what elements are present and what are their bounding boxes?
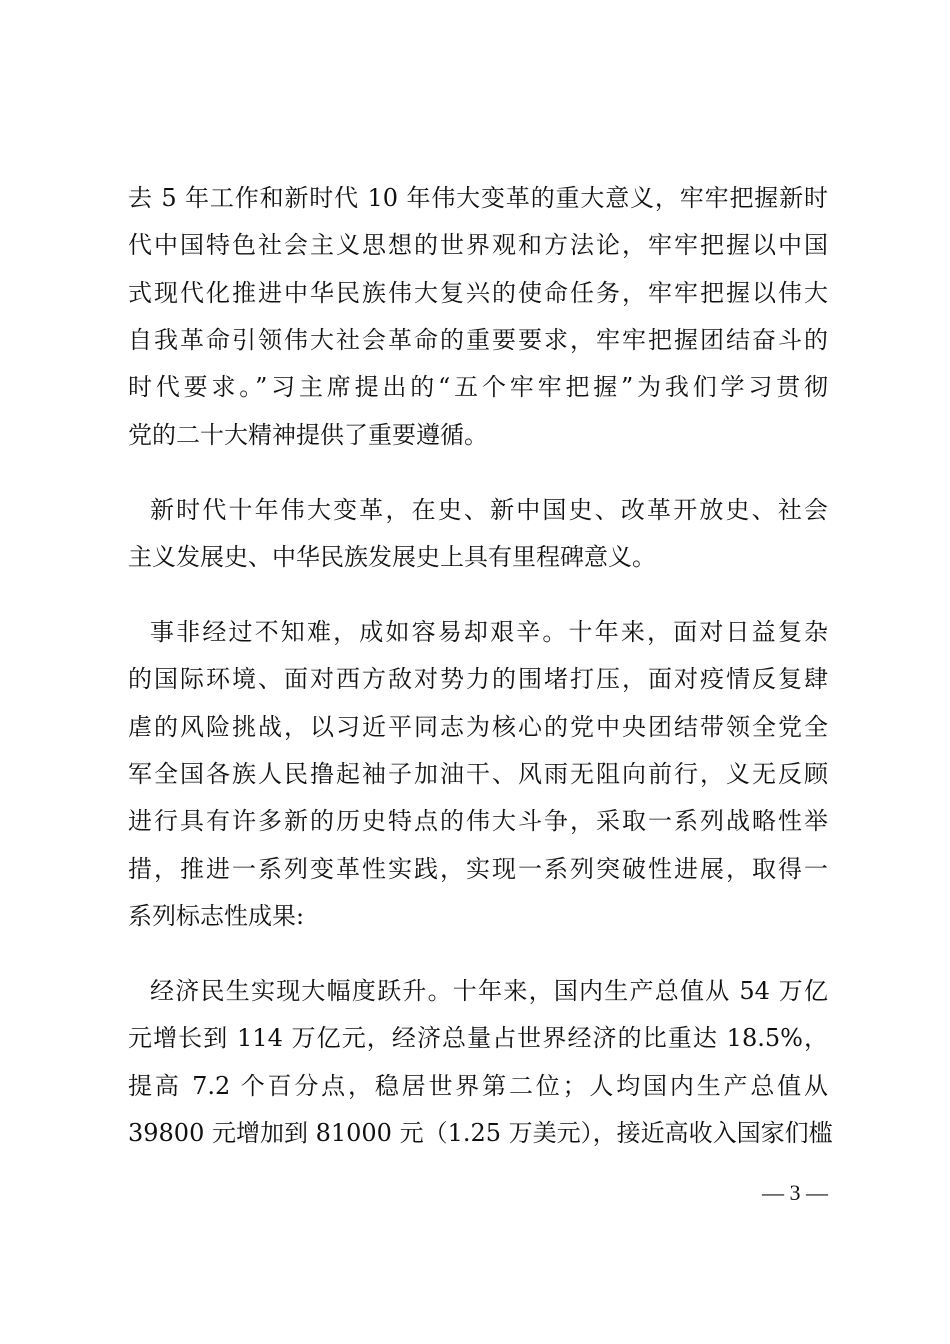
paragraph-2-line-2: 主义发展史、中华民族发展史上具有里程碑意义。 [128, 543, 656, 571]
paragraph-3-line-7: 系列标志性成果: [128, 902, 305, 930]
page-number: — 3 — [762, 1180, 828, 1205]
paragraph-3-line-3: 虐的风险挑战，以习近平同志为核心的党中央团结带领全党全 [128, 713, 828, 741]
paragraph-3-line-6: 措，推进一系列变革性实践，实现一系列突破性进展，取得一 [128, 855, 828, 883]
paragraph-1-line-6: 党的二十大精神提供了重要遵循。 [128, 421, 488, 449]
paragraph-4-line-3: 提高 7.2 个百分点，稳居世界第二位；人均国内生产总值从 [128, 1072, 828, 1100]
paragraph-1-line-3: 式现代化推进中华民族伟大复兴的使命任务，牢牢把握以伟大 [128, 279, 828, 307]
paragraph-4-line-4: 39800 元增加到 81000 元（1.25 万美元），接近高收入国家们槛 [128, 1119, 833, 1147]
paragraph-2-line-1: 新时代十年伟大变革，在史、新中国史、改革开放史、社会 [150, 496, 828, 524]
paragraph-1-line-1: 去 5 年工作和新时代 10 年伟大变革的重大意义，牢牢把握新时 [128, 184, 828, 212]
paragraph-3-line-5: 进行具有许多新的历史特点的伟大斗争，采取一系列战略性举 [128, 807, 828, 835]
paragraph-4-line-2: 元增长到 114 万亿元，经济总量占世界经济的比重达 18.5%， [128, 1024, 828, 1052]
paragraph-4-line-1: 经济民生实现大幅度跃升。十年来，国内生产总值从 54 万亿 [150, 977, 828, 1005]
paragraph-1-line-2: 代中国特色社会主义思想的世界观和方法论，牢牢把握以中国 [128, 231, 828, 259]
paragraph-3-line-2: 的国际环境、面对西方敌对势力的围堵打压，面对疫情反复肆 [128, 665, 828, 693]
paragraph-3-line-4: 军全国各族人民撸起袖子加油干、风雨无阻向前行，义无反顾 [128, 760, 828, 788]
paragraph-1-line-4: 自我革命引领伟大社会革命的重要要求，牢牢把握团结奋斗的 [128, 326, 828, 354]
paragraph-1-line-5: 时代要求。”习主席提出的“五个牢牢把握”为我们学习贯彻 [128, 373, 828, 401]
paragraph-3-line-1: 事非经过不知难，成如容易却艰辛。十年来，面对日益复杂 [150, 618, 828, 646]
